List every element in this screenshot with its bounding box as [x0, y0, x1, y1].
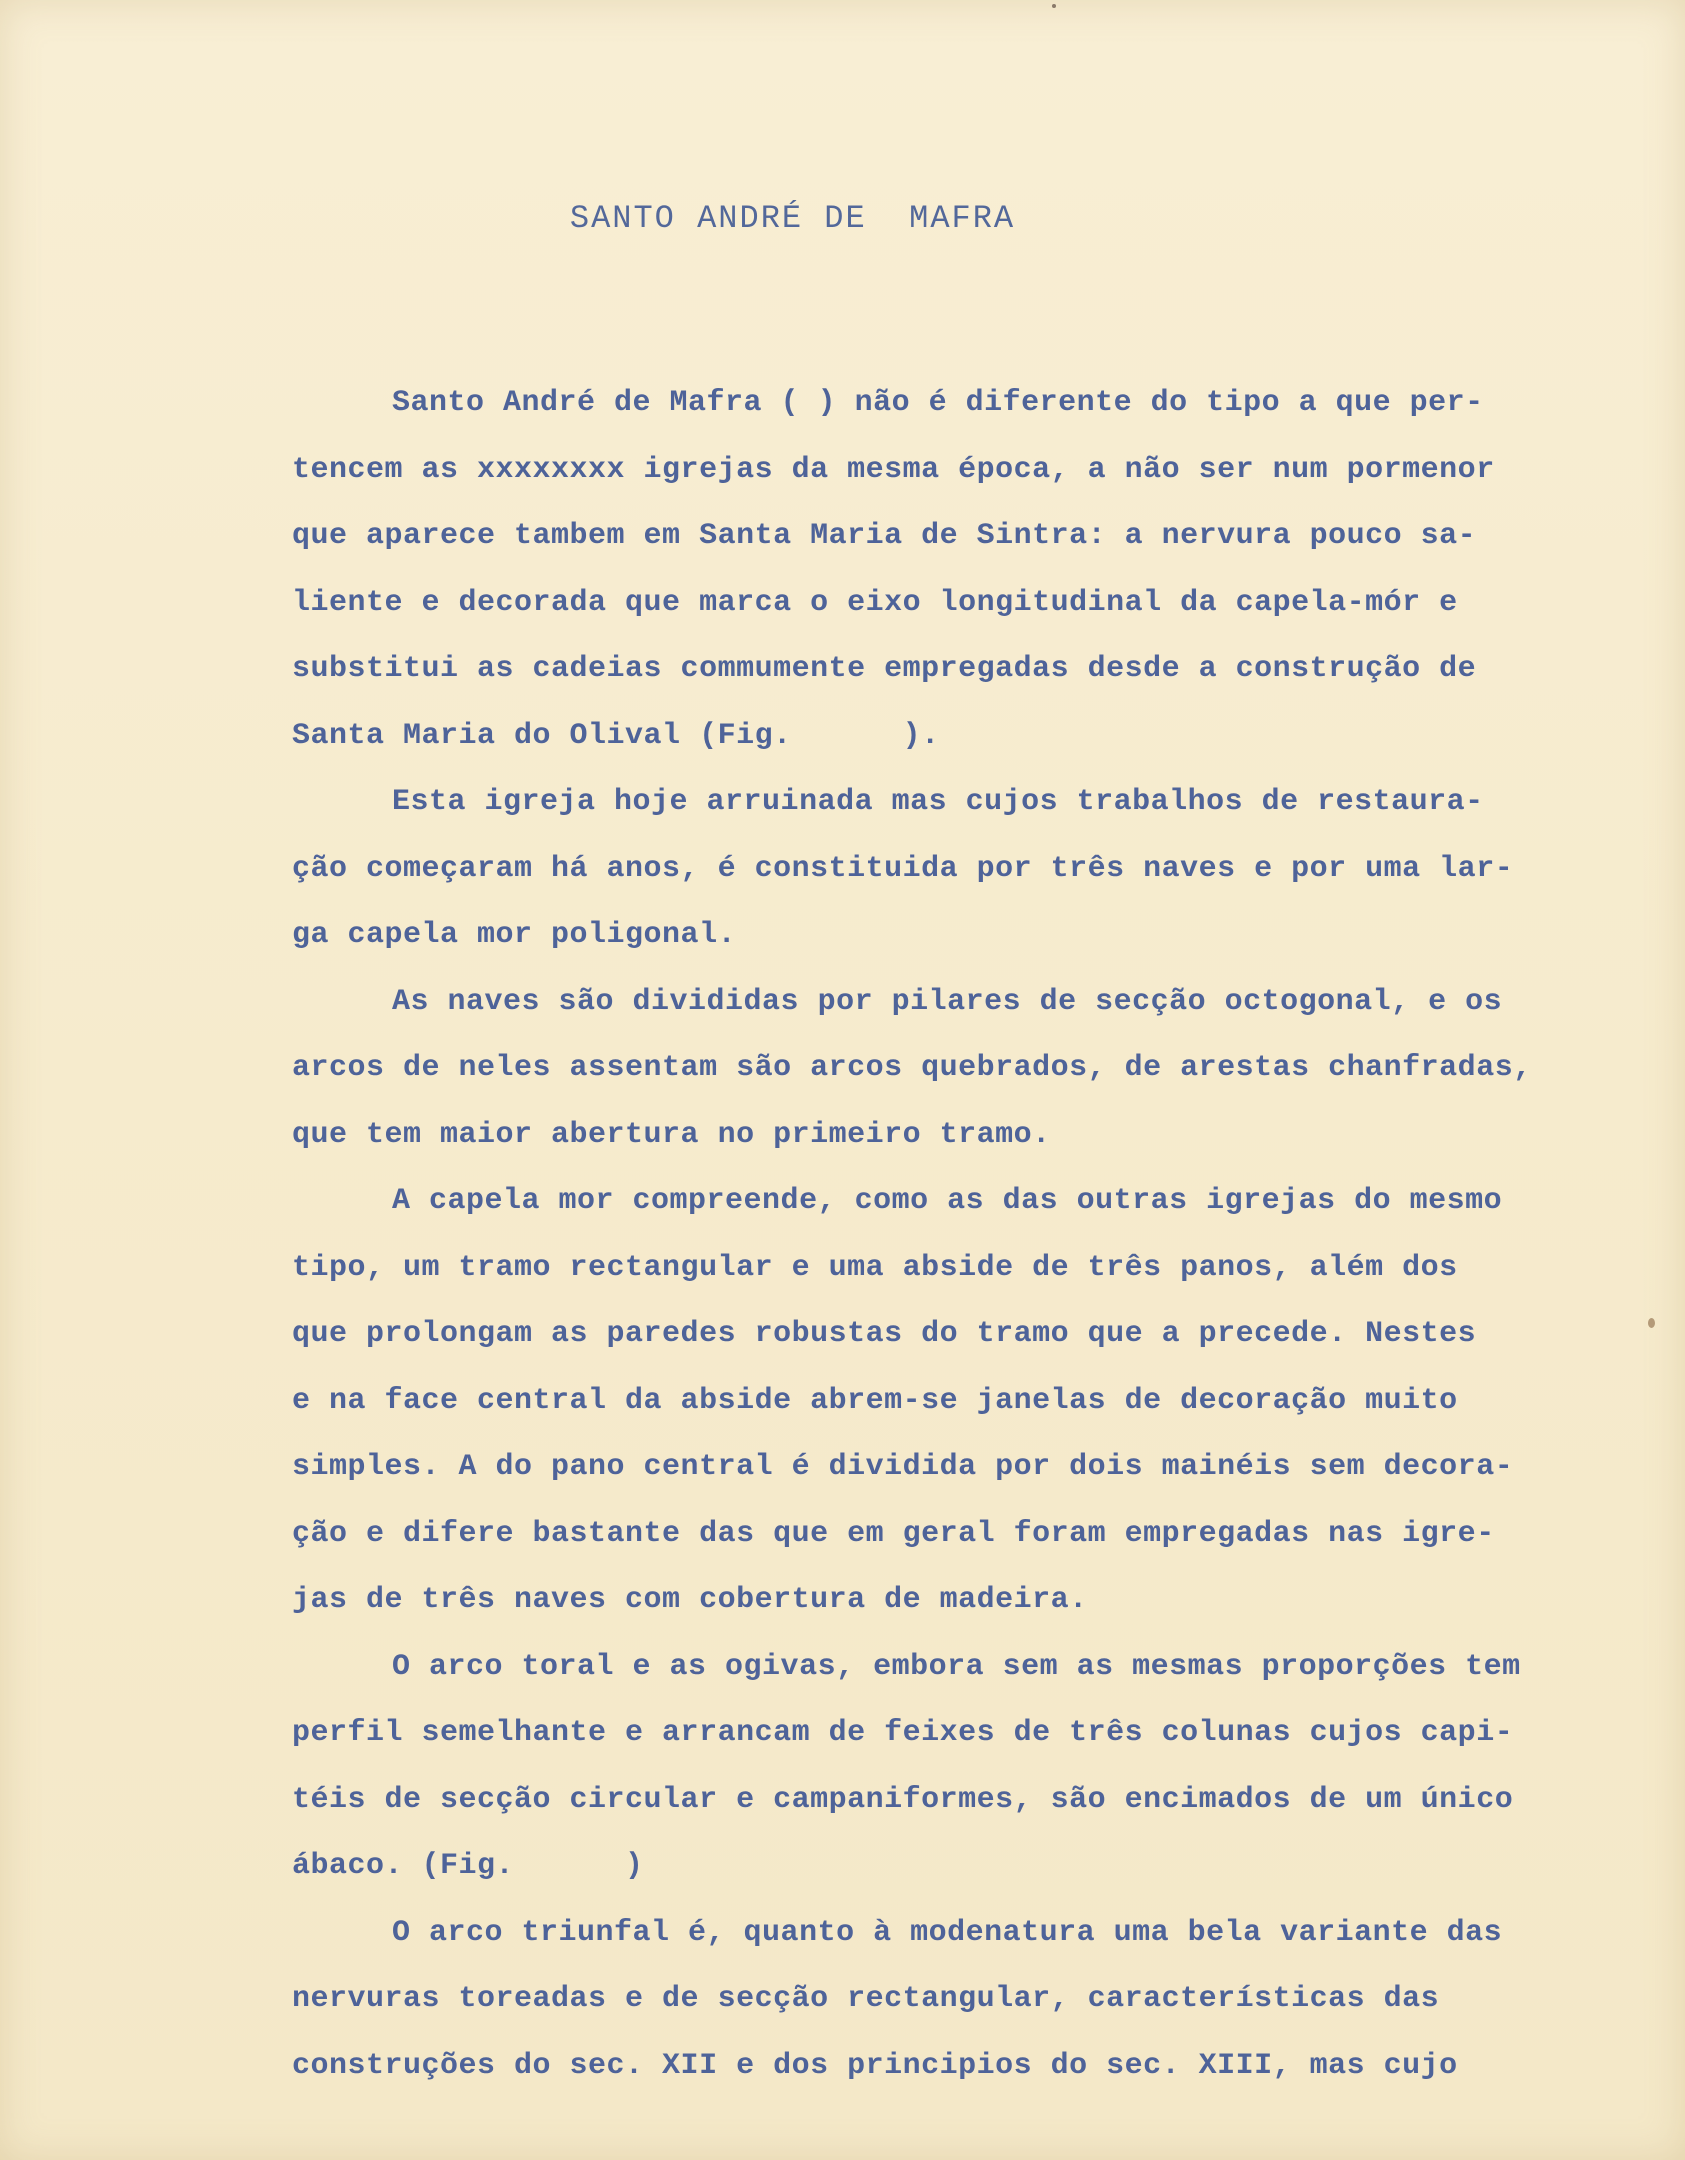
text-line: O arco triunfal é, quanto à modenatura uma bela variante das — [392, 1915, 1503, 1950]
text-line: tencem as xxxxxxxx igrejas da mesma época, a não ser num pormenor — [292, 452, 1495, 487]
text-line: construções do sec. XII e dos principios do sec. XIII, mas cujo — [292, 2048, 1458, 2083]
text-line: simples. A do pano central é dividida por dois mainéis sem decora- — [292, 1450, 1514, 1484]
text-line: substitui as cadeias commumente empregadas desde a construção de — [292, 652, 1477, 686]
text-line: ção começaram há anos, é constituida por três naves e por uma lar- — [292, 851, 1514, 886]
document-body — [292, 370, 1632, 2099]
text-line: arcos de neles assentam são arcos quebrados, de arestas chanfradas, — [292, 1051, 1532, 1085]
text-line: ábaco. (Fig. ) — [292, 1849, 644, 1883]
text-line: perfil semelhante e arrancam de feixes de três colunas cujos capi- — [292, 1716, 1514, 1750]
page-title: SANTO ANDRÉ DE MAFRA — [569, 200, 1016, 237]
text-line: tipo, um tramo rectangular e uma abside de três panos, além dos — [292, 1250, 1458, 1285]
text-line: Santa Maria do Olival (Fig. ). — [292, 718, 940, 753]
text-line: nervuras toreadas e de secção rectangular, características das — [292, 1982, 1440, 2016]
text-line: liente e decorada que marca o eixo longitudinal da capela-mór e — [292, 585, 1458, 620]
text-line: A capela mor compreende, como as das outras igrejas do mesmo — [392, 1184, 1503, 1218]
text-line: que aparece tambem em Santa Maria de Sintra: a nervura pouco sa- — [292, 519, 1477, 553]
text-line: O arco toral e as ogivas, embora sem as mesmas proporções tem — [392, 1649, 1521, 1684]
text-line: ção e difere bastante das que em geral foram empregadas nas igre- — [292, 1516, 1495, 1551]
text-line: ga capela mor poligonal. — [292, 918, 737, 952]
paper-speck — [1648, 1318, 1655, 1328]
text-line: téis de secção circular e campaniformes, são encimados de um único — [292, 1782, 1514, 1817]
text-line: que tem maior abertura no primeiro tramo. — [292, 1117, 1051, 1152]
text-line: As naves são divididas por pilares de secção octogonal, e os — [392, 984, 1503, 1019]
text-line: e na face central da abside abrem-se janelas de decoração muito — [292, 1383, 1458, 1418]
text-line: jas de três naves com cobertura de madeira. — [292, 1583, 1088, 1617]
paper-speck — [1052, 4, 1056, 8]
text-line: Esta igreja hoje arruinada mas cujos trabalhos de restaura- — [392, 785, 1484, 819]
text-line: que prolongam as paredes robustas do tramo que a precede. Nestes — [292, 1317, 1477, 1351]
text-line: Santo André de Mafra ( ) não é diferente do tipo a que per- — [392, 386, 1484, 420]
